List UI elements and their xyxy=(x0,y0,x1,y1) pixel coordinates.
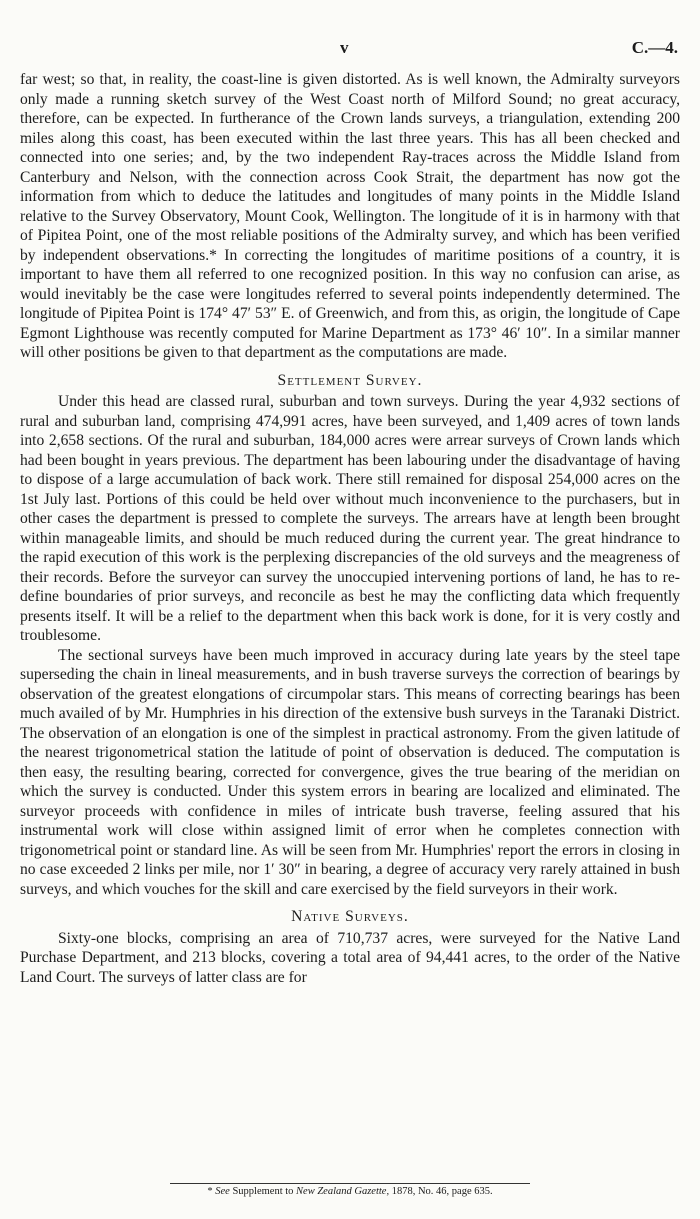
paragraph-native-surveys: Sixty-one blocks, comprising an area of 710,737 acres, were surveyed for the Native Land Purchase Department, and 213 blocks, covering a total area of 94,441 acres, to the order of the Native Land Court. The surveys of latter class are for xyxy=(20,929,680,986)
footnote-see: See xyxy=(215,1186,230,1197)
paragraph-coast-survey: far west; so that, in reality, the coast-line is given distorted. As is well known, the Admiralty surveyors only made a running sketch survey of the West Coast north of Milford Sound; no great accuracy, therefore, can be expected. In furtherance of the Crown lands surveys, a triangulation, extending 200 miles along this coast, has been executed within the last three years. This has all been checked and connected into one series; and, by the two independent Ray-traces across the Middle Island from Canterbury and Nelson, with the connection across Cook Strait, the department has now got the information from which to deduce the latitudes and longitudes of many points in the Middle Island relative to the Survey Observatory, Mount Cook, Wellington. The longitude of it is in harmony with that of Pipitea Point, one of the most reliable positions of the Admiralty survey, and which has been verified by independent observations.* In correcting the longitudes of maritime positions of a country, it is important to have them all referred to one recognized position. In this way no confusion can arise, as would inevitably be the case were longitudes referred to several points independently determined. The longitude of Pipitea Point is 174° 47′ 53″ E. of Greenwich, and from this, as origin, the longitude of Cape Egmont Lighthouse was recently computed for Marine Department as 173° 46′ 10″. In a similar manner will other positions be given to that department as the computations are made. xyxy=(20,71,680,361)
section-heading-settlement-survey: Settlement Survey. xyxy=(277,371,423,389)
footnote xyxy=(0,1186,700,1197)
footnote-marker: * xyxy=(207,1186,213,1197)
footnote-divider xyxy=(170,1183,530,1184)
document-code: C.—4. xyxy=(631,38,678,57)
footnote-publication: New Zealand Gazette, xyxy=(296,1186,390,1197)
section-heading-native-surveys: Native Surveys. xyxy=(291,908,409,925)
footnote-text-a: Supplement to xyxy=(232,1186,294,1197)
page-body xyxy=(20,70,680,987)
footnote-text-b: 1878, No. 46, page 635. xyxy=(391,1186,493,1197)
page-number: v xyxy=(340,38,350,57)
paragraph-sectional-surveys: The sectional surveys have been much improved in accuracy during late years by the steel tape superseding the chain in lineal measurements, and in bush traverse surveys the correction of bearings by observation of the greatest elongations of circumpolar stars. This means of correcting bearings has been much availed of by Mr. Humphries in his direction of the extensive bush surveys in the Taranaki District. The observation of an elongation is one of the simplest in practical astronomy. From the given latitude of the nearest trigonometrical station the latitude of point of observation is deduced. The computation is then easy, the resulting bearing, corrected for convergence, gives the true bearing of the meridian on which the survey is conducted. Under this system errors in bearing are localized and eliminated. The surveyor proceeds with confidence in miles of intricate bush traverse, feeling assured that his instrumental work will close within assigned limit of error when he completes connection with trigonometrical point or standard line. As will be seen from Mr. Humphries' report the errors in closing in no case exceeded 2 links per mile, nor 1′ 30″ in bearing, a degree of accuracy very rarely attained in bush surveys, and which vouches for the skill and care exercised by the field surveyors in their work. xyxy=(20,646,680,898)
paragraph-settlement-survey: Under this head are classed rural, suburban and town surveys. During the year 4,932 sections of rural and suburban land, comprising 474,991 acres, have been surveyed, and 1,409 acres of town lands into 2,658 sections. Of the rural and suburban, 184,000 acres were arrear surveys of Crown lands which had been bought in years previous. The department has been labouring under the disadvantage of having to dispose of a large accumulation of back work. There still remained for disposal 254,000 acres on the 1st July last. Portions of this could be held over without much inconvenience to the purchasers, but in other cases the department is pressed to complete the surveys. The arrears have at length been brought within manageable limits, and should be much reduced during the current year. The great hindrance to the rapid execution of this work is the perplexing discrepancies of the old surveys and the meagreness of their records. Before the surveyor can survey the unoccupied intervening portions of land, he has to re-define boundaries of prior surveys, and reconcile as best he may the conflicting data which frequently presents itself. It will be a relief to the department when this back work is done, for it is very costly and troublesome. xyxy=(20,393,680,644)
page-header xyxy=(0,38,700,62)
